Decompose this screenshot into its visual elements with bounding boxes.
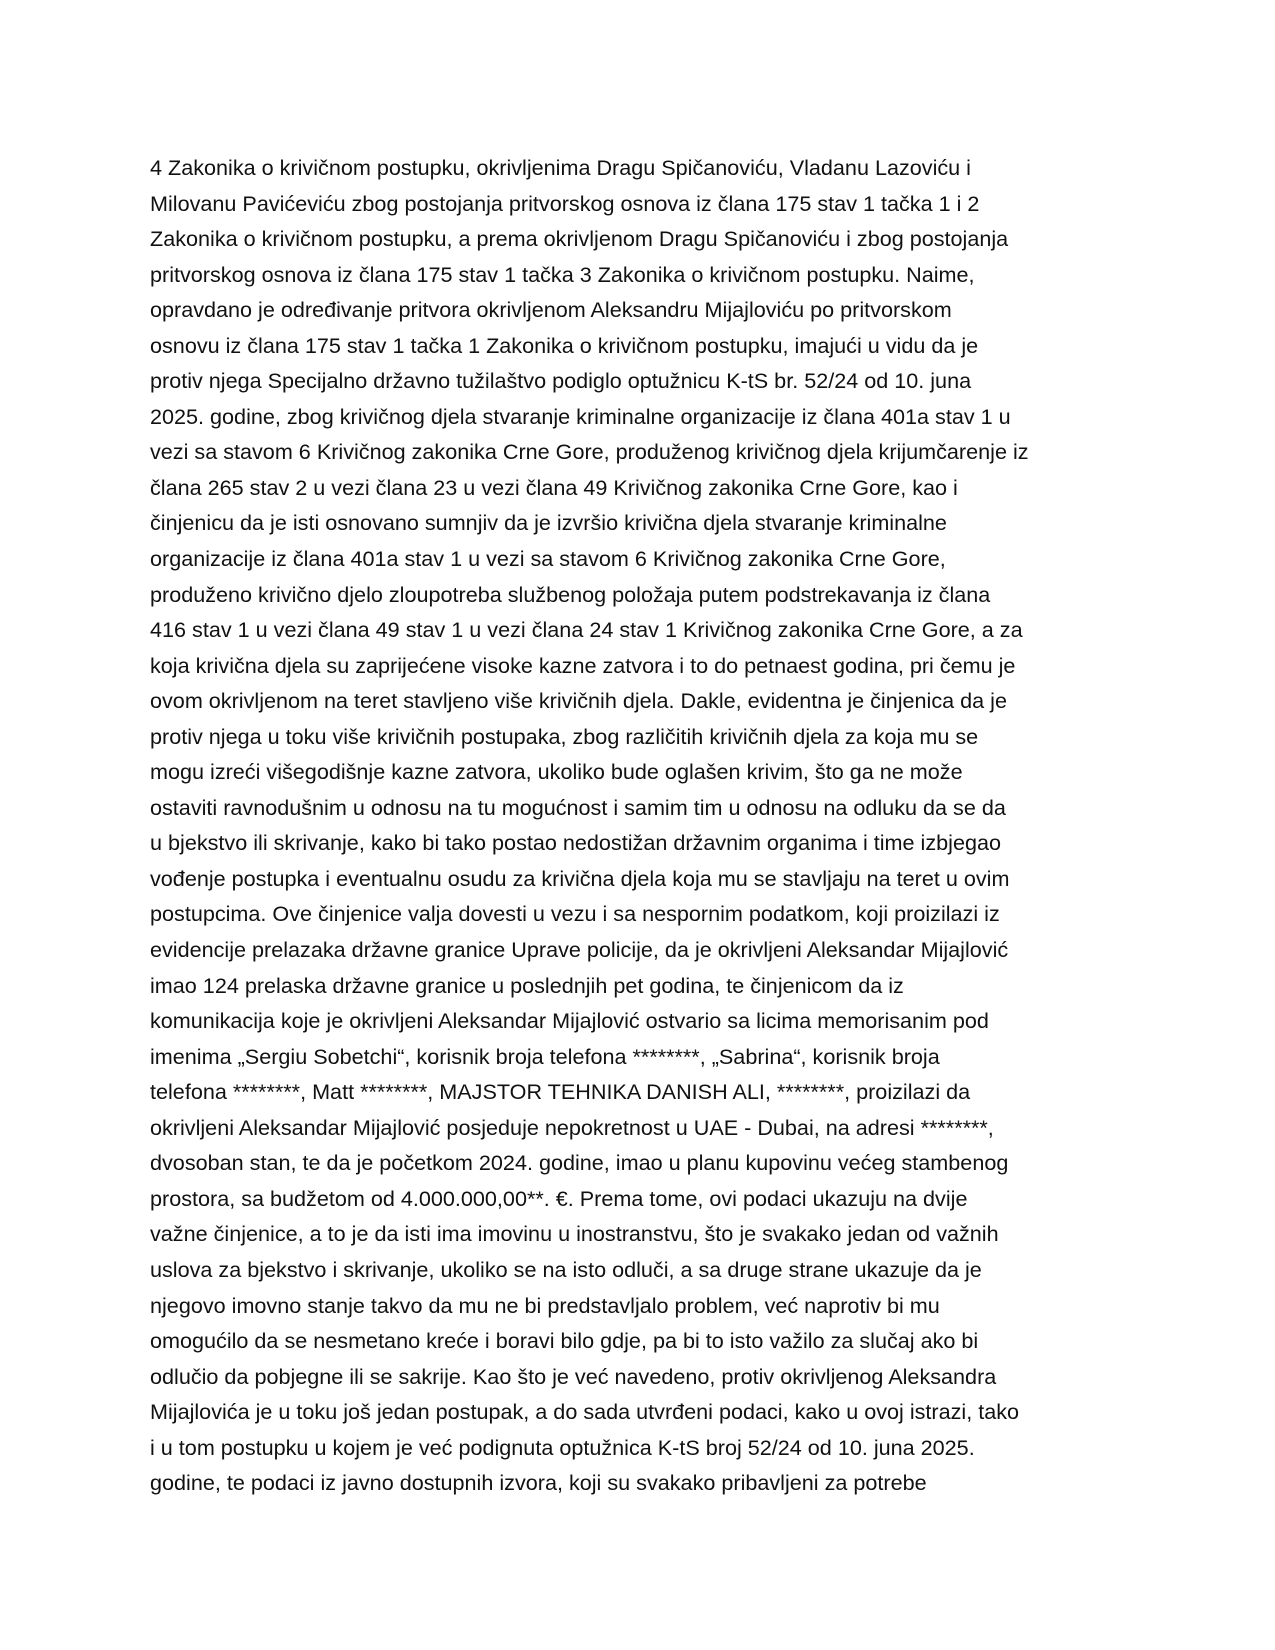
text-line: godine, te podaci iz javno dostupnih izvora, koji su svakako pribavljeni za potrebe [150,1470,927,1496]
text-line: evidencije prelazaka državne granice Uprave policije, da je okrivljeni Aleksandar Mijajlović [150,937,1009,963]
text-line: Mijajlovića je u toku još jedan postupak, a do sada utvrđeni podaci, kako u ovoj istrazi, tako [150,1399,1020,1425]
text-line: 4 Zakonika o krivičnom postupku, okrivljenima Dragu Spičanoviću, Vladanu Lazoviću i [150,155,971,180]
text-line: okrivljeni Aleksandar Mijajlović posjeduje nepokretnost u UAE - Dubai, na adresi ********, [150,1114,994,1140]
text-line: ostaviti ravnodušnim u odnosu na tu mogućnost i samim tim u odnosu na odluku da se da [150,794,1006,820]
text-line: i u tom postupku u kojem je već podignuta optužnica K-tS broj 52/24 od 10. juna 2025. [150,1434,975,1460]
text-line: produženo krivično djelo zloupotreba službenog položaja putem podstrekavanja iz člana [150,581,991,607]
text-line: činjenicu da je isti osnovano sumnjiv da je izvršio krivična djela stvaranje kriminalne [150,510,947,536]
text-line: osnovu iz člana 175 stav 1 tačka 1 Zakonika o krivičnom postupku, imajući u vidu da je [150,332,979,358]
text-line: člana 265 stav 2 u vezi člana 23 u vezi člana 49 Krivičnog zakonika Crne Gore, kao i [150,474,958,500]
text-line: omogućilo da se nesmetano kreće i boravi bilo gdje, pa bi to isto važilo za slučaj ako bi [150,1328,979,1354]
text-line: organizacije iz člana 401a stav 1 u vezi sa stavom 6 Krivičnog zakonika Crne Gore, [150,546,946,572]
text-line: prostora, sa budžetom od 4.000.000,00**. €. Prema tome, ovi podaci ukazuju na dvije [150,1185,968,1211]
text-line: vođenje postupka i eventualnu osudu za krivična djela koja mu se stavljaju na teret u ovim [150,865,1010,891]
text-line: Milovanu Pavićeviću zbog postojanja pritvorskog osnova iz člana 175 stav 1 tačka 1 i 2 [150,190,980,216]
text-line: telefona ********, Matt ********, MAJSTOR TEHNIKA DANISH ALI, ********, proizilazi da [150,1079,971,1105]
text-line: Zakonika o krivičnom postupku, a prema okrivljenom Dragu Spičanoviću i zbog postojanja [150,226,1009,252]
text-line: odlučio da pobjegne ili se sakrije. Kao što je već navedeno, protiv okrivljenog Aleksandra [150,1363,997,1389]
text-line: mogu izreći višegodišnje kazne zatvora, ukoliko bude oglašen krivim, što ga ne može [150,759,963,785]
text-line: opravdano je određivanje pritvora okrivljenom Aleksandru Mijajloviću po pritvorskom [150,297,952,323]
text-line: ovom okrivljenom na teret stavljeno više krivičnih djela. Dakle, evidentna je činjenica da je [150,688,1007,714]
text-line: postupcima. Ove činjenice valja dovesti u vezu i sa nespornim podatkom, koji proizilazi iz [150,901,1000,927]
text-line: imenima „Sergiu Sobetchi“, korisnik broja telefona ********, „Sabrina“, korisnik broja [150,1043,940,1069]
text-line: protiv njega Specijalno državno tužilaštvo podiglo optužnicu K-tS br. 52/24 od 10. juna [150,368,972,394]
text-line: 416 stav 1 u vezi člana 49 stav 1 u vezi člana 24 stav 1 Krivičnog zakonika Crne Gore, a za [150,617,1023,643]
text-line: koja krivična djela su zaprijećene visoke kazne zatvora i to do petnaest godina, pri čemu je [150,652,1016,678]
text-line: u bjekstvo ili skrivanje, kako bi tako postao nedostižan državnim organima i time izbjegao [150,830,1001,856]
text-line: pritvorskog osnova iz člana 175 stav 1 tačka 3 Zakonika o krivičnom postupku. Naime, [150,261,975,287]
text-line: uslova za bjekstvo i skrivanje, ukoliko se na isto odluči, a sa druge strane ukazuje da je [150,1256,982,1282]
text-line: imao 124 prelaska državne granice u poslednjih pet godina, te činjenicom da iz [150,972,904,998]
text-line: njegovo imovno stanje takvo da mu ne bi predstavljalo problem, već naprotiv bi mu [150,1292,940,1318]
text-line: dvosoban stan, te da je početkom 2024. godine, imao u planu kupovinu većeg stambenog [150,1150,1009,1176]
text-line: vezi sa stavom 6 Krivičnog zakonika Crne Gore, produženog krivičnog djela krijumčarenje iz [150,439,1029,465]
text-line: protiv njega u toku više krivičnih postupaka, zbog različitih krivičnih djela za koja mu se [150,723,979,749]
body-paragraph [150,150,1140,1501]
text-line: važne činjenice, a to je da isti ima imovinu u inostranstvu, što je svakako jedan od važnih [150,1221,999,1247]
text-line: komunikacija koje je okrivljeni Aleksandar Mijajlović ostvario sa licima memorisanim pod [150,1008,989,1034]
text-line: 2025. godine, zbog krivičnog djela stvaranje kriminalne organizacije iz člana 401a stav 1 u [150,403,1011,429]
